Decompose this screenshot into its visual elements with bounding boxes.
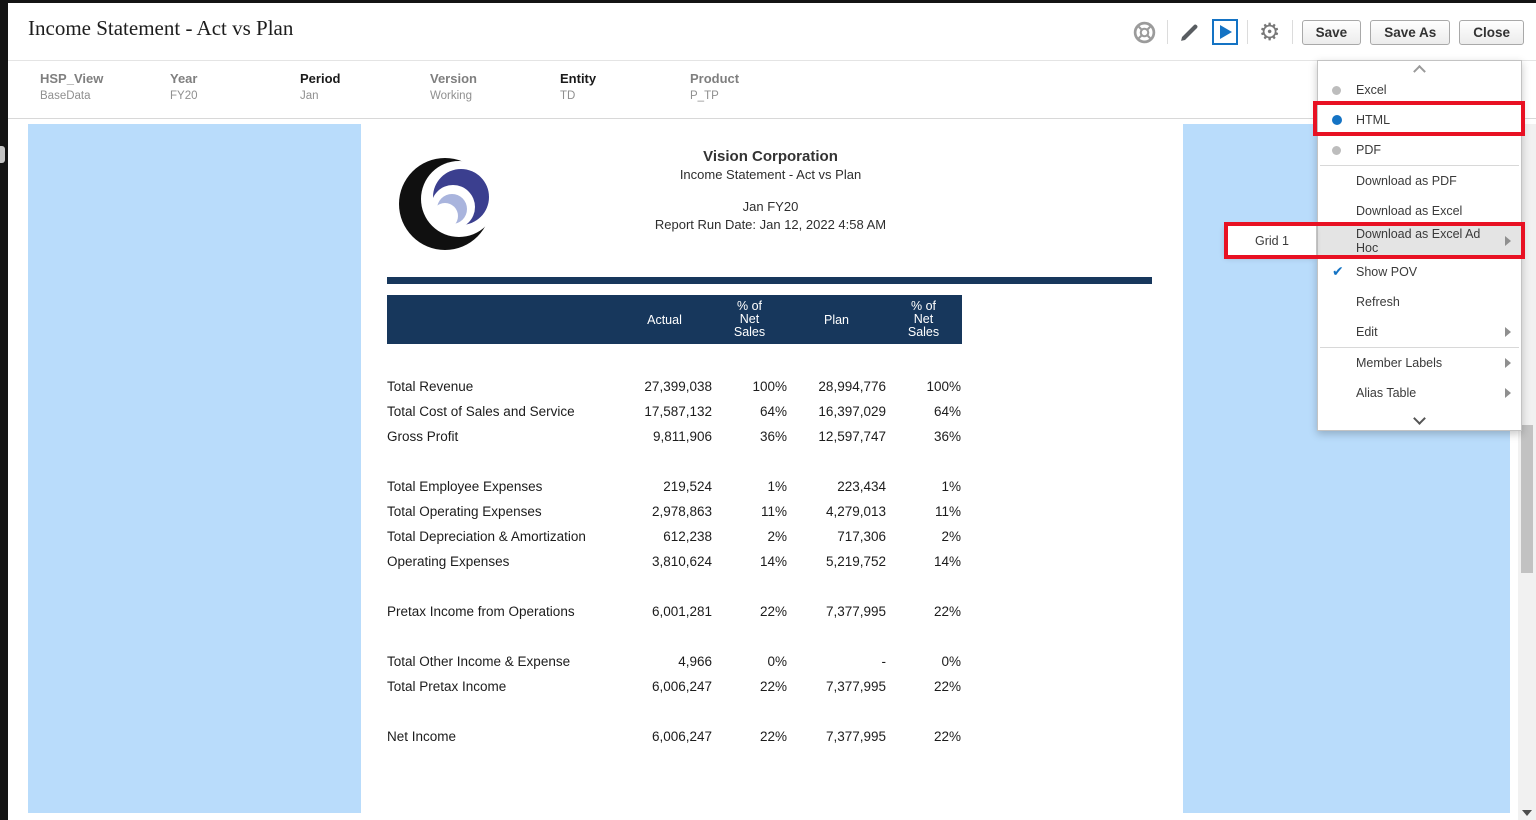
report-subtitle: Income Statement - Act vs Plan — [679, 167, 862, 182]
cell-pct-net-sales-plan: 0% — [941, 654, 961, 669]
cell-plan: 7,377,995 — [825, 604, 886, 619]
row-label: Total Other Income & Expense — [387, 654, 571, 669]
menu-item-label: Member Labels — [1356, 356, 1443, 370]
report-header — [361, 148, 1180, 234]
submenu-arrow-icon — [1505, 327, 1511, 337]
menu-item-alias-table[interactable] — [1318, 378, 1521, 408]
actions-menu — [1317, 60, 1522, 431]
cell-pct-net-sales-actual: 100% — [752, 379, 787, 394]
table-header-row — [387, 295, 962, 344]
radio-unselected-icon — [1332, 146, 1341, 155]
report-period: Jan FY20 — [742, 199, 799, 214]
submenu-item-grid-1[interactable]: Grid 1 — [1227, 225, 1317, 256]
html-preview-play-icon[interactable] — [1212, 19, 1238, 45]
save-button[interactable]: Save — [1302, 20, 1362, 45]
submenu-arrow-icon — [1505, 388, 1511, 398]
table-spacer-row — [387, 624, 962, 649]
pov-dimension-version[interactable] — [430, 71, 560, 118]
menu-item-download-as-excel[interactable] — [1318, 196, 1521, 226]
window-left-frame — [0, 3, 8, 820]
menu-item-download-as-excel-ad-hoc[interactable] — [1318, 226, 1521, 256]
cell-pct-net-sales-actual: 22% — [759, 729, 787, 744]
menu-item-label: Edit — [1356, 325, 1378, 339]
table-body — [387, 374, 962, 749]
table-row — [387, 474, 962, 499]
row-label: Gross Profit — [387, 429, 459, 444]
cell-actual: 9,811,906 — [652, 429, 712, 444]
menu-item-label: Show POV — [1356, 265, 1418, 279]
pov-dimension-value: Jan — [300, 90, 319, 102]
report-canvas — [361, 124, 1180, 813]
save-as-button[interactable]: Save As — [1370, 20, 1450, 45]
menu-item-label: Download as Excel Ad Hoc — [1356, 227, 1481, 255]
cell-pct-net-sales-actual: 2% — [767, 529, 787, 544]
table-row — [387, 424, 962, 449]
scrollbar-down-arrow-icon[interactable] — [1522, 810, 1532, 816]
table-row — [387, 649, 962, 674]
row-label: Operating Expenses — [387, 554, 510, 569]
report-run-date: Report Run Date: Jan 12, 2022 4:58 AM — [654, 217, 887, 232]
cell-pct-net-sales-plan: 22% — [933, 729, 961, 744]
column-header-pct-net-sales-1: % of Net Sales — [733, 299, 766, 339]
pov-dimension-value: Working — [430, 90, 472, 102]
menu-item-label: Refresh — [1356, 295, 1400, 309]
radio-unselected-icon — [1332, 86, 1341, 95]
chevron-down-icon — [1413, 412, 1426, 425]
report-divider-rule — [387, 277, 1152, 284]
radio-selected-icon — [1332, 115, 1342, 125]
cell-actual: 6,006,247 — [651, 679, 712, 694]
cell-plan: 16,397,029 — [818, 404, 886, 419]
pov-dimension-value: BaseData — [40, 90, 91, 102]
pov-dimension-entity[interactable] — [560, 71, 690, 118]
report-company: Vision Corporation — [703, 148, 838, 165]
cell-actual: 219,524 — [663, 479, 712, 494]
pov-bar — [8, 62, 1536, 119]
table-row — [387, 599, 962, 624]
cell-pct-net-sales-plan: 36% — [933, 429, 961, 444]
table-spacer-row — [387, 699, 962, 724]
menu-item-show-pov[interactable] — [1318, 257, 1521, 287]
cell-pct-net-sales-plan: 22% — [933, 679, 961, 694]
pov-dimension-value: FY20 — [170, 90, 198, 102]
cell-pct-net-sales-plan: 100% — [926, 379, 961, 394]
row-label: Total Operating Expenses — [387, 504, 542, 519]
table-row — [387, 674, 962, 699]
close-button[interactable]: Close — [1459, 20, 1524, 45]
menu-item-download-as-pdf[interactable] — [1318, 166, 1521, 196]
menu-item-pdf[interactable] — [1318, 135, 1521, 165]
menu-item-label: PDF — [1356, 143, 1381, 157]
cell-plan: - — [881, 654, 886, 669]
pov-dimension-label: Product — [690, 71, 740, 86]
row-label: Total Employee Expenses — [387, 479, 543, 494]
cell-pct-net-sales-actual: 22% — [759, 679, 787, 694]
left-margin-panel — [28, 124, 361, 813]
cell-plan: 223,434 — [837, 479, 886, 494]
cell-actual: 17,587,132 — [644, 404, 712, 419]
table-row — [387, 724, 962, 749]
table-spacer-row — [387, 449, 962, 474]
pov-dimension-value: TD — [560, 90, 576, 102]
row-label: Total Pretax Income — [387, 679, 507, 694]
toolbar — [1132, 3, 1524, 61]
cell-actual: 612,238 — [663, 529, 712, 544]
pov-dimension-year[interactable] — [170, 71, 300, 118]
cell-pct-net-sales-plan: 14% — [933, 554, 961, 569]
submenu-arrow-icon — [1505, 358, 1511, 368]
cell-plan: 7,377,995 — [825, 729, 886, 744]
pov-dimension-label: Period — [300, 71, 341, 86]
toolbar-separator — [1167, 20, 1168, 44]
pov-dimension-label: HSP_View — [40, 71, 104, 86]
menu-scroll-down[interactable] — [1318, 408, 1521, 428]
menu-item-member-labels[interactable] — [1318, 348, 1521, 378]
menu-item-label: Alias Table — [1356, 386, 1417, 400]
cell-plan: 28,994,776 — [818, 379, 886, 394]
menu-item-label: Download as Excel — [1356, 204, 1463, 218]
splitter-handle[interactable] — [0, 146, 5, 163]
table-row — [387, 499, 962, 524]
row-label: Total Cost of Sales and Service — [387, 404, 575, 419]
table-row — [387, 374, 962, 399]
pov-dimension-period[interactable] — [300, 71, 430, 118]
column-header-plan: Plan — [823, 312, 850, 327]
menu-item-excel[interactable] — [1318, 75, 1521, 105]
pov-dimension-label: Version — [430, 71, 477, 86]
page-title: Income Statement - Act vs Plan — [28, 16, 294, 40]
menu-item-refresh[interactable] — [1318, 287, 1521, 317]
menu-item-edit[interactable] — [1318, 317, 1521, 347]
edit-pencil-icon[interactable] — [1177, 19, 1203, 45]
pov-dimension-product[interactable] — [690, 71, 820, 118]
cell-actual: 2,978,863 — [651, 504, 712, 519]
radio-slot — [1332, 115, 1356, 125]
menu-scroll-up[interactable] — [1318, 61, 1521, 75]
play-triangle — [1220, 25, 1232, 39]
cell-actual: 27,399,038 — [644, 379, 712, 394]
cell-actual: 6,006,247 — [651, 729, 712, 744]
menu-item-label: Download as PDF — [1356, 174, 1457, 188]
toolbar-separator — [1247, 20, 1248, 44]
column-header-actual: Actual — [647, 312, 682, 327]
toolbar-separator — [1292, 20, 1293, 44]
cell-actual: 6,001,281 — [651, 604, 712, 619]
table-row — [387, 399, 962, 424]
cell-pct-net-sales-actual: 36% — [759, 429, 787, 444]
actions-gear-icon[interactable]: ⚙ — [1258, 18, 1281, 46]
table-row — [387, 549, 962, 574]
row-label: Total Revenue — [387, 379, 474, 394]
pov-wheel-icon[interactable] — [1132, 19, 1158, 45]
pov-dimension-label: Year — [170, 71, 198, 86]
submenu-arrow-icon — [1505, 236, 1511, 246]
cell-pct-net-sales-plan: 11% — [934, 504, 961, 519]
pov-dimension-value: P_TP — [690, 90, 719, 102]
cell-plan: 12,597,747 — [818, 429, 886, 444]
cell-pct-net-sales-plan: 1% — [941, 479, 961, 494]
cell-pct-net-sales-actual: 14% — [759, 554, 787, 569]
pov-dimension-label: Entity — [560, 71, 597, 86]
table-spacer-row — [387, 574, 962, 599]
cell-pct-net-sales-actual: 22% — [759, 604, 787, 619]
menu-item-html[interactable] — [1318, 105, 1521, 135]
radio-slot — [1332, 146, 1356, 155]
radio-slot — [1332, 86, 1356, 95]
row-label: Total Depreciation & Amortization — [387, 529, 586, 544]
cell-pct-net-sales-actual: 0% — [767, 654, 787, 669]
row-label: Pretax Income from Operations — [387, 604, 575, 619]
row-label: Net Income — [387, 729, 457, 744]
table-row — [387, 524, 962, 549]
cell-pct-net-sales-plan: 2% — [941, 529, 961, 544]
cell-pct-net-sales-plan: 22% — [933, 604, 961, 619]
cell-plan: 5,219,752 — [825, 554, 886, 569]
cell-pct-net-sales-actual: 64% — [759, 404, 787, 419]
column-header-pct-net-sales-2: % of Net Sales — [907, 299, 940, 339]
menu-items — [1318, 75, 1521, 408]
scrollbar-thumb[interactable] — [1521, 425, 1533, 573]
cell-plan: 4,279,013 — [825, 504, 886, 519]
cell-plan: 7,377,995 — [825, 679, 886, 694]
cell-pct-net-sales-actual: 11% — [760, 504, 787, 519]
cell-actual: 4,966 — [678, 654, 712, 669]
title-bar — [8, 3, 1536, 61]
menu-item-label: Excel — [1356, 83, 1387, 97]
cell-actual: 3,810,624 — [651, 554, 712, 569]
cell-pct-net-sales-actual: 1% — [767, 479, 787, 494]
pov-dimension-hsp-view[interactable] — [40, 71, 170, 118]
cell-pct-net-sales-plan: 64% — [933, 404, 961, 419]
cell-plan: 717,306 — [837, 529, 886, 544]
checkmark-icon: ✔ — [1332, 264, 1344, 280]
menu-item-label: HTML — [1356, 113, 1391, 127]
